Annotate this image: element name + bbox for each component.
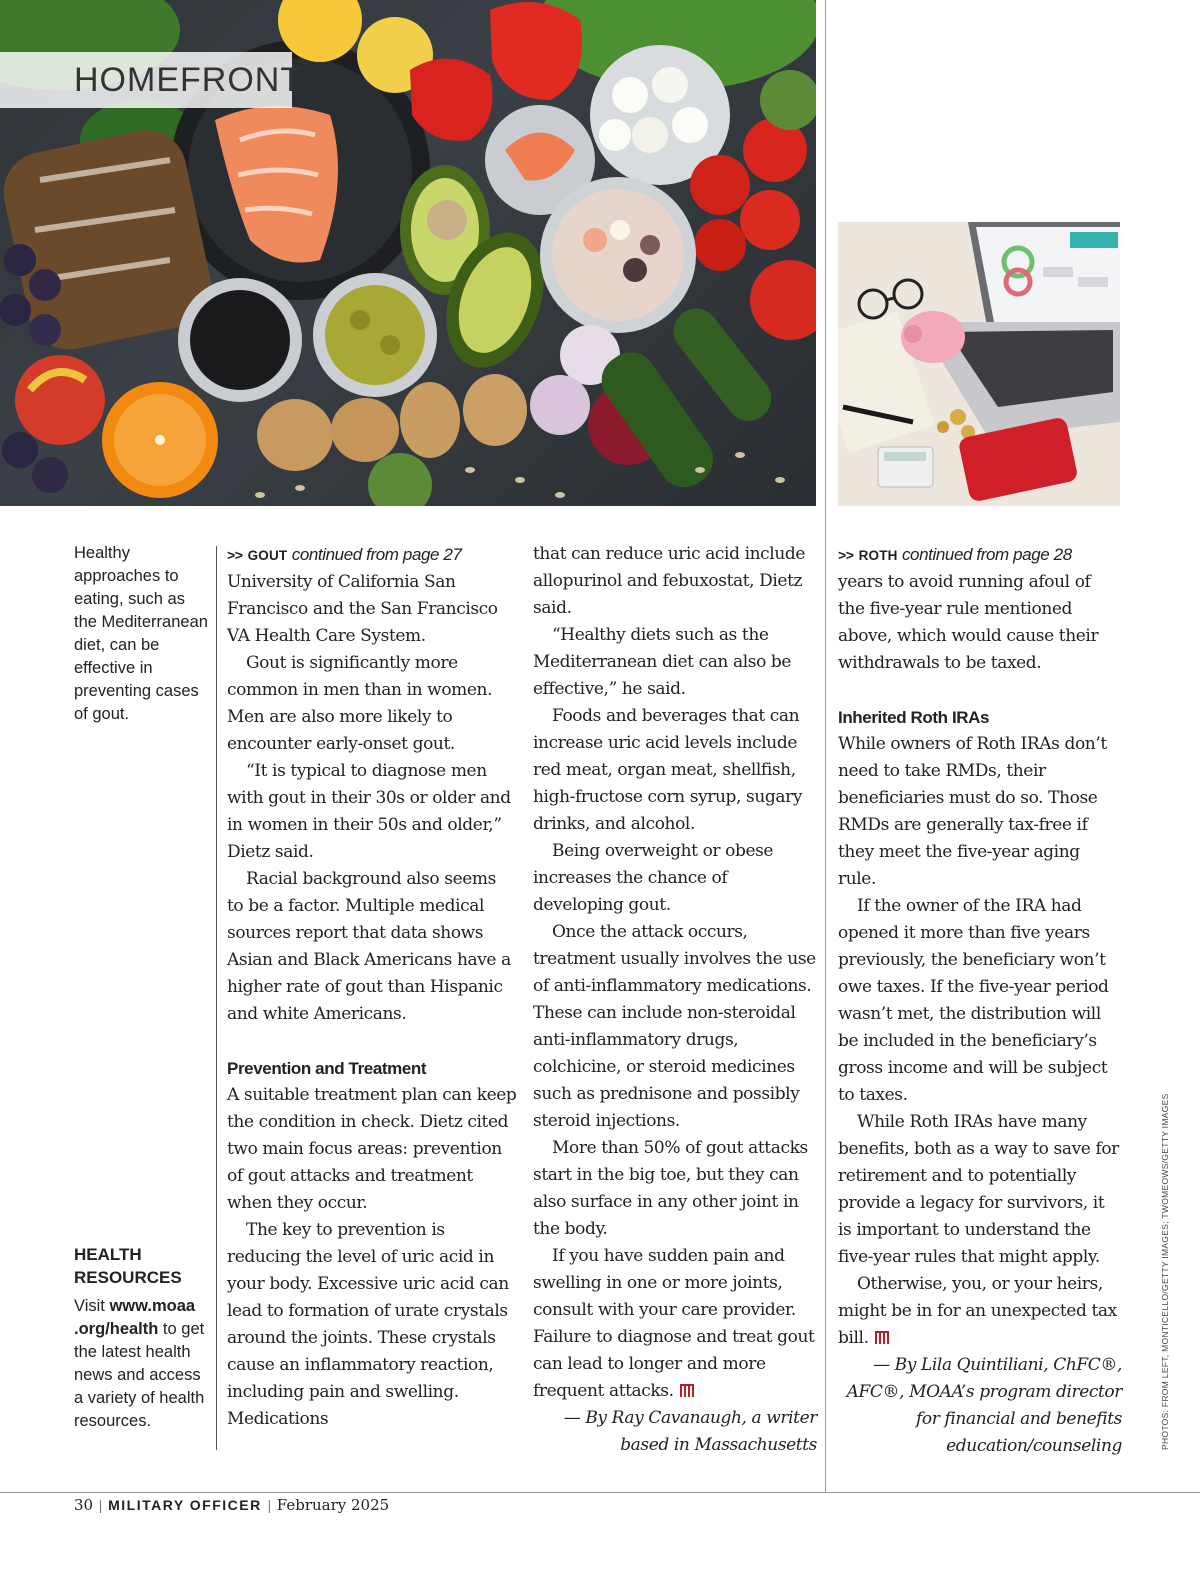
continued-keyword: ROTH	[858, 548, 898, 563]
gout-paragraph: University of California San Francisco and the San Francisco VA Health Care System.	[227, 572, 498, 646]
gout-paragraph: Once the attack occurs, treatment usually involves the use of anti-inflammatory medications. These can include non-steroidal anti-inflammatory drugs, colchicine, or steroid medicines such as prednisone and possibly steroid injections.	[533, 922, 816, 1131]
gout-subhead: Prevention and Treatment	[227, 1059, 427, 1078]
resources-text-before: Visit	[74, 1297, 110, 1315]
finance-photo-illustration	[838, 222, 1120, 506]
finance-photo	[838, 222, 1120, 506]
publication-name: MILITARY OFFICER	[108, 1497, 262, 1513]
photo-caption-sidebar	[74, 542, 208, 726]
resources-text-after: to get the latest health news and access a variety of health resources.	[74, 1320, 205, 1430]
footer-rule	[0, 1492, 1200, 1493]
photo-credit: PHOTOS: FROM LEFT, MONTICELLO/GETTY IMAGES; TWOMEOWS/GETTY IMAGES	[1160, 1093, 1170, 1450]
section-tag: HOMEFRONT	[0, 52, 292, 108]
gout-paragraph: “Healthy diets such as the Mediterranean diet can also be effective,” he said.	[533, 625, 792, 699]
roth-paragraph: If the owner of the IRA had opened it more than five years previously, the beneficiary won’t owe taxes. If the five-year period wasn’t met, the distribution will be included in the beneficiary’s gross income and will be subject to taxes.	[838, 896, 1109, 1105]
sidebar-rule	[216, 546, 217, 1450]
footer-separator: |	[267, 1498, 271, 1514]
roth-byline: — By Lila Quintiliani, ChFC®, AFC®, MOAA’s program director for financial and benefits education/counseling	[846, 1355, 1122, 1456]
roth-continued-line	[838, 541, 1122, 569]
issue-date: February 2025	[276, 1496, 390, 1514]
roth-paragraph: years to avoid running afoul of the five-year rule mentioned above, which would cause their withdrawals to be taxed.	[838, 572, 1099, 673]
roth-paragraph: While Roth IRAs have many benefits, both as a way to save for retirement and to potentially provide a legacy for survivors, it is important to understand the five-year rules that might apply.	[838, 1112, 1119, 1267]
health-resources-text	[74, 1295, 208, 1433]
gout-paragraph: that can reduce uric acid include allopurinol and febuxostat, Dietz said.	[533, 544, 806, 618]
continued-arrows: >>	[838, 547, 854, 563]
roth-final-paragraph	[838, 1271, 1122, 1352]
gout-final-paragraph	[533, 1243, 817, 1405]
gout-paragraph: The key to prevention is reducing the level of uric acid in your body. Excessive uric acid can lead to formation of urate crystals around the joints. These crystals cause an inflammatory reaction, including pain and swelling. Medications	[227, 1220, 509, 1429]
health-resources-box	[74, 1243, 208, 1433]
end-mark-icon	[875, 1331, 892, 1344]
roth-paragraph: Otherwise, you, or your heirs, might be in for an unexpected tax bill.	[838, 1274, 1117, 1348]
continued-page-ref: continued from page 27	[287, 545, 462, 564]
gout-paragraph: Being overweight or obese increases the chance of developing gout.	[533, 841, 774, 915]
end-mark-icon	[680, 1384, 697, 1397]
gout-paragraph: Foods and beverages that can increase uric acid levels include red meat, organ meat, shellfish, high-fructose corn syrup, sugary drinks, and alcohol.	[533, 706, 803, 834]
health-resources-title: HEALTH RESOURCES	[74, 1245, 182, 1287]
roth-subhead: Inherited Roth IRAs	[838, 708, 990, 727]
page-number: 30	[74, 1496, 94, 1514]
gout-paragraph: If you have sudden pain and swelling in one or more joints, consult with your care provider. Failure to diagnose and treat gout can lead to longer and more frequent attacks.	[533, 1246, 815, 1401]
photo-caption: Healthy approaches to eating, such as the Mediterranean diet, can be effective in preventing cases of gout.	[74, 544, 208, 723]
gout-byline: — By Ray Cavanaugh, a writer based in Massachusetts	[563, 1408, 817, 1455]
roth-paragraph: While owners of Roth IRAs don’t need to take RMDs, their beneficiaries must do so. Those RMDs are generally tax-free if they meet the five-year aging rule.	[838, 734, 1107, 889]
continued-arrows: >>	[227, 547, 243, 563]
gout-article-column-2	[533, 541, 817, 1459]
gout-article-column-1	[227, 541, 517, 1433]
page-footer	[74, 1496, 389, 1515]
gout-continued-line	[227, 541, 517, 569]
gout-paragraph: “It is typical to diagnose men with gout in their 30s or older and in women in their 50s and older,” Dietz said.	[227, 761, 511, 862]
continued-page-ref: continued from page 28	[897, 545, 1072, 564]
roth-article-column	[838, 541, 1122, 1460]
gout-paragraph: Gout is significantly more common in men than in women. Men are also more likely to encounter early-onset gout.	[227, 653, 493, 754]
footer-separator: |	[99, 1498, 103, 1514]
moaa-health-link[interactable]: www.moaa .org/health	[74, 1297, 196, 1338]
hero-food-photo	[0, 0, 816, 506]
gout-paragraph: Racial background also seems to be a factor. Multiple medical sources report that data shows Asian and Black Americans have a higher rate of gout than Hispanic and white Americans.	[227, 869, 511, 1024]
column-divider	[825, 0, 826, 1492]
gout-paragraph: More than 50% of gout attacks start in the big toe, but they can also surface in any other joint in the body.	[533, 1138, 808, 1239]
continued-keyword: GOUT	[247, 548, 288, 563]
gout-paragraph: A suitable treatment plan can keep the condition in check. Dietz cited two main focus areas: prevention of gout attacks and treatment when they occur.	[227, 1085, 517, 1213]
